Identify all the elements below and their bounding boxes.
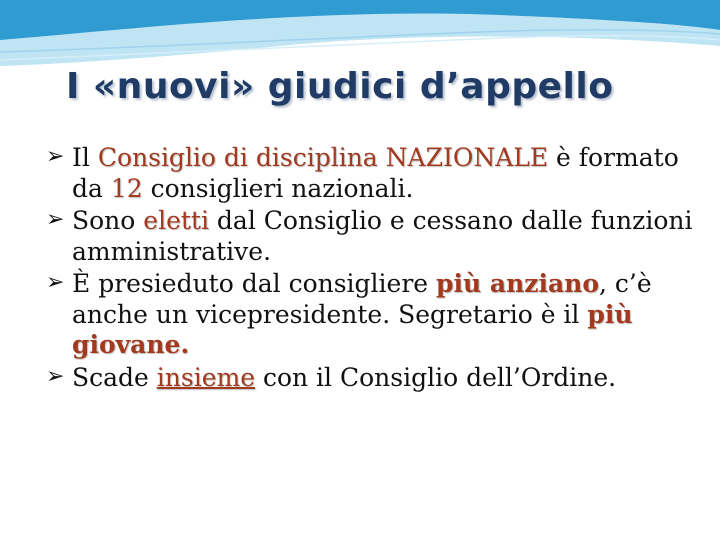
bullet-text: con il Consiglio dell’Ordine. <box>255 362 617 392</box>
bullet-item <box>46 363 706 394</box>
bullet-text: Scade <box>72 362 157 392</box>
highlight-text: insieme <box>156 362 255 392</box>
bullet-item <box>46 269 706 361</box>
arrow-bullet-icon: ➢ <box>46 363 65 389</box>
bullet-item <box>46 206 706 267</box>
bullet-text: è formato da <box>72 143 679 203</box>
bullet-item <box>46 143 706 204</box>
highlight-text: Consiglio di disciplina NAZIONALE <box>97 143 549 172</box>
bullet-text: Il <box>72 143 98 172</box>
page-title: I «nuovi» giudici d’appello <box>66 66 614 107</box>
bullet-list <box>46 143 706 395</box>
bullet-text: consiglieri nazionali. <box>142 173 414 203</box>
bullet-text: , c’è anche un vicepresidente. Segretario è il <box>72 269 652 329</box>
arrow-bullet-icon: ➢ <box>46 144 65 169</box>
highlight-text: eletti <box>143 206 209 235</box>
bullet-text: È presieduto dal consigliere <box>72 269 437 298</box>
highlight-text: più giovane. <box>72 299 633 359</box>
arrow-bullet-icon: ➢ <box>46 207 65 232</box>
highlight-number: 12 <box>110 173 143 203</box>
bullet-text: Sono <box>72 206 144 235</box>
highlight-text: più anziano <box>436 269 600 298</box>
arrow-bullet-icon: ➢ <box>46 270 65 295</box>
bullet-text: dal Consiglio e cessano dalle funzioni amministrative. <box>72 206 693 266</box>
